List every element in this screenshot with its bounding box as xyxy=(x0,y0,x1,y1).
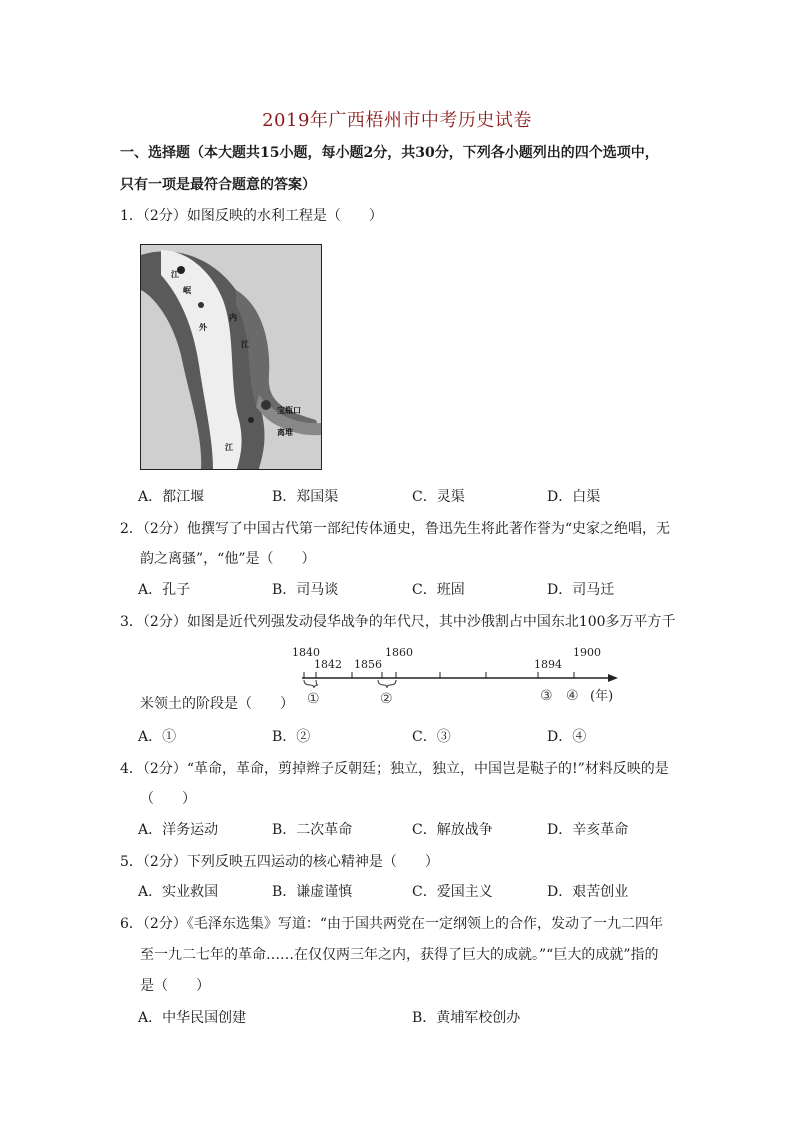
war-timeline xyxy=(290,640,630,710)
map-label-jiang-top: 江 xyxy=(171,270,179,279)
river-map-illustration xyxy=(141,245,321,469)
q2-option-c[interactable]: C．班固 xyxy=(412,582,465,598)
timeline-mark-2: ② xyxy=(380,691,393,707)
q2-option-b[interactable]: B．司马谈 xyxy=(272,582,339,598)
timeline-unit: (年) xyxy=(590,689,614,704)
question-4-line2: （ ） xyxy=(140,791,196,807)
timeline-year-1860: 1860 xyxy=(385,646,413,659)
question-6-line3: 是（ ） xyxy=(140,978,210,994)
question-3-line2: 米领土的阶段是（ ） xyxy=(140,696,294,712)
q2-option-a[interactable]: A．孔子 xyxy=(138,582,191,598)
question-2-line2: 韵之离骚”，“他”是（ ） xyxy=(140,551,316,567)
q3-option-a[interactable]: A．① xyxy=(138,729,177,745)
q6-option-b[interactable]: B．黄埔军校创办 xyxy=(412,1010,521,1026)
map-label-jiang-mid: 江 xyxy=(241,340,249,349)
question-3-line1: 3．（2分）如图是近代列强发动侵华战争的年代尺，其中沙俄割占中国东北100多万平方千 xyxy=(120,614,676,630)
question-2-line1: 2．（2分）他撰写了中国古代第一部纪传体通史，鲁迅先生将此著作誉为“史家之绝唱，无 xyxy=(120,521,670,537)
q5-option-d[interactable]: D．艰苦创业 xyxy=(547,884,629,900)
section-heading-line2: 只有一项是最符合题意的答案） xyxy=(120,177,316,193)
map-label-lidui: 离堆 xyxy=(277,428,293,437)
timeline-year-1894: 1894 xyxy=(534,658,562,671)
timeline-mark-1: ① xyxy=(307,691,320,707)
q4-option-a[interactable]: A．洋务运动 xyxy=(138,822,219,838)
question-4-line1: 4．（2分）“革命，革命，剪掉辫子反朝廷；独立，独立，中国岂是鞑子的!”材料反映的是 xyxy=(120,761,669,777)
q1-option-b[interactable]: B．郑国渠 xyxy=(272,489,339,505)
q4-option-c[interactable]: C．解放战争 xyxy=(412,822,493,838)
q5-option-c[interactable]: C．爱国主义 xyxy=(412,884,493,900)
timeline-year-1840: 1840 xyxy=(292,646,320,659)
q3-option-d[interactable]: D．④ xyxy=(547,729,587,745)
q3-option-b[interactable]: B．② xyxy=(272,729,311,745)
q2-option-d[interactable]: D．司马迁 xyxy=(547,582,615,598)
q6-option-a[interactable]: A．中华民国创建 xyxy=(138,1010,247,1026)
timeline-year-1856: 1856 xyxy=(354,658,382,671)
q3-option-c[interactable]: C．③ xyxy=(412,729,451,745)
section-heading-line1: 一、选择题（本大题共15小题，每小题2分，共30分，下列各小题列出的四个选项中， xyxy=(120,145,659,161)
map-label-baopingkou: 宝瓶口 xyxy=(277,406,301,415)
timeline-year-1842: 1842 xyxy=(314,658,342,671)
page-title: 2019年广西梧州市中考历史试卷 xyxy=(262,110,532,131)
question-6-line2: 至一九二七年的革命……在仅仅两三年之内，获得了巨大的成就。”“巨大的成就”指的 xyxy=(140,947,659,963)
timeline-year-1900: 1900 xyxy=(573,646,601,659)
map-label-min: 岷 xyxy=(183,286,191,295)
timeline-mark-4: ④ xyxy=(566,688,579,704)
map-label-nei: 内 xyxy=(229,313,237,322)
q5-option-a[interactable]: A．实业救国 xyxy=(138,884,219,900)
timeline-mark-3: ③ xyxy=(540,688,553,704)
q4-option-d[interactable]: D．辛亥革命 xyxy=(547,822,629,838)
q4-option-b[interactable]: B．二次革命 xyxy=(272,822,353,838)
dujiangyan-map xyxy=(140,244,322,470)
timeline-svg xyxy=(290,640,630,710)
question-5-stem: 5．（2分）下列反映五四运动的核心精神是（ ） xyxy=(120,854,439,870)
question-6-line1: 6．（2分）《毛泽东选集》写道：“由于国共两党在一定纲领上的合作，发动了一九二四年 xyxy=(120,916,663,932)
question-1-stem: 1．（2分）如图反映的水利工程是（ ） xyxy=(120,208,383,224)
q5-option-b[interactable]: B．谦虚谨慎 xyxy=(272,884,353,900)
q1-option-a[interactable]: A．都江堰 xyxy=(138,489,205,505)
map-label-wai: 外 xyxy=(199,323,207,332)
q1-option-c[interactable]: C．灵渠 xyxy=(412,489,465,505)
map-label-jiang-bottom: 江 xyxy=(225,443,233,452)
q1-option-d[interactable]: D．白渠 xyxy=(547,489,601,505)
